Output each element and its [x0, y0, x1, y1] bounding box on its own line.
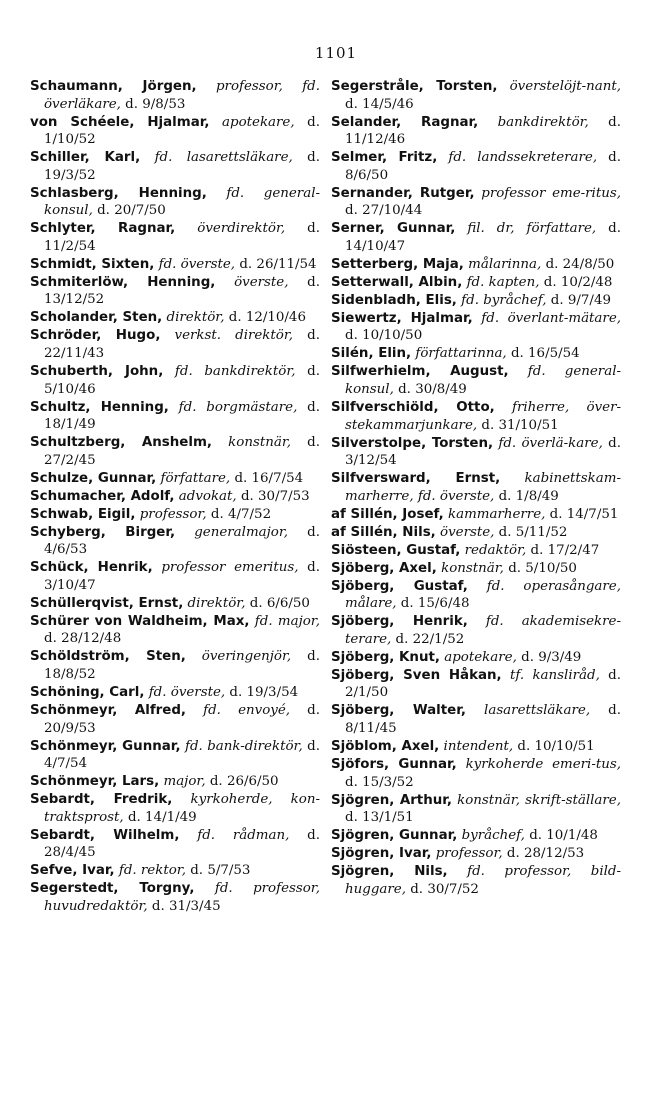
obituary-entry [30, 738, 320, 773]
obituary-entry [331, 310, 621, 345]
entry-name: Silfversward, Ernst, [331, 471, 501, 487]
entry-death-date: d. 1/8/49 [498, 488, 559, 504]
entry-death-date: d. 3/12/54 [345, 435, 622, 469]
obituary-entry [30, 434, 320, 469]
entry-name: Schmidt, Sixten, [30, 256, 155, 272]
obituary-entry [30, 488, 320, 506]
obituary-entry [30, 524, 320, 559]
entry-death-date: d. 10/10/51 [517, 738, 595, 754]
obituary-entry [331, 578, 621, 613]
entry-death-date: d. 24/8/50 [545, 256, 615, 272]
obituary-entry [30, 185, 320, 220]
entry-name: Sernander, Rutger, [331, 185, 475, 201]
entry-death-date: d. 4/7/54 [44, 738, 321, 772]
entry-death-date: d. 5/7/53 [190, 863, 251, 879]
entry-death-date: d. 9/3/49 [521, 649, 582, 665]
entry-title: fd. general-konsul, [345, 364, 621, 397]
entry-title: fil. dr, författare, [467, 221, 597, 237]
obituary-entry [30, 256, 320, 274]
entry-title: lasarettsläkare, [484, 703, 591, 719]
entry-death-date: d. 3/10/47 [44, 560, 320, 593]
obituary-entry [30, 309, 320, 327]
entry-name: Schultzberg, Anshelm, [30, 435, 213, 451]
entry-death-date: d. 14/1/49 [127, 809, 197, 825]
entry-death-date: d. 8/6/50 [345, 150, 622, 183]
entry-title: fd. envoyé, [203, 702, 290, 718]
entry-name: Schumacher, Adolf, [30, 488, 175, 504]
entry-title: fd. byråchef, [461, 292, 547, 308]
entry-death-date: d. 27/2/45 [44, 435, 321, 468]
obituary-entry [30, 149, 320, 184]
entry-death-date: d. 11/2/54 [44, 221, 320, 254]
entry-title: apotekare, [222, 114, 295, 130]
entry-death-date: d. 28/12/53 [506, 846, 585, 862]
entry-title: professor, [435, 846, 503, 862]
obituary-entry [331, 827, 621, 845]
entry-name: Sjöberg, Knut, [331, 649, 440, 665]
entry-name: Schuberth, John, [30, 364, 164, 380]
entry-title: fd. bank-direktör, [184, 738, 303, 754]
entry-death-date: d. 27/10/44 [345, 203, 423, 219]
entry-title: advokat, [178, 488, 237, 504]
entry-death-date: d. 4/6/53 [44, 524, 320, 558]
obituary-entry [30, 274, 320, 309]
entry-death-date: d. 14/10/47 [345, 221, 621, 254]
obituary-entry [331, 506, 621, 524]
entry-name: Silfwerhielm, August, [331, 364, 509, 380]
obituary-entry [30, 506, 320, 524]
obituary-entry [30, 595, 320, 613]
entry-death-date: d. 19/3/52 [44, 150, 320, 183]
entry-death-date: d. 10/1/48 [529, 828, 598, 844]
entry-name: Schück, Henrik, [30, 560, 153, 576]
entry-name: Sebardt, Wilhelm, [30, 827, 180, 843]
entry-death-date: d. 15/3/52 [345, 774, 414, 790]
entry-name: von Schéele, Hjalmar, [30, 114, 210, 130]
entry-name: Silfverschiöld, Otto, [331, 399, 495, 415]
entry-name: Silén, Elin, [331, 346, 412, 362]
entry-title: fd. operasångare, målare, [345, 578, 621, 612]
entry-title: kyrkoherde, kon-traktsprost, [44, 792, 321, 825]
entry-death-date: d. 1/10/52 [44, 114, 320, 148]
obituary-entry [331, 78, 621, 113]
entry-name: Schönmeyr, Gunnar, [30, 738, 181, 754]
entry-death-date: d. 6/6/50 [249, 595, 310, 611]
entry-name: Silverstolpe, Torsten, [331, 435, 494, 451]
entry-name: Segerstråle, Torsten, [331, 79, 498, 94]
entry-name: Schiller, Karl, [30, 150, 141, 166]
entry-name: Sjögren, Gunnar, [331, 828, 458, 844]
entry-death-date: d. 20/9/53 [44, 702, 320, 736]
entry-title: professor, fd. överläkare, [44, 79, 321, 112]
entry-death-date: d. 16/7/54 [234, 470, 304, 486]
entry-death-date: d. 31/10/51 [481, 417, 559, 433]
entry-title: målarinna, [468, 256, 542, 272]
entry-death-date: d. 5/10/50 [508, 560, 577, 576]
entry-name: Sebardt, Fredrik, [30, 792, 173, 808]
entry-name: Schlasberg, Henning, [30, 185, 207, 201]
obituary-entry [331, 435, 621, 470]
entry-name: Schwab, Eigil, [30, 506, 136, 522]
entry-name: Sjöfors, Gunnar, [331, 756, 457, 772]
obituary-entry [30, 114, 320, 149]
obituary-entry [331, 363, 621, 398]
entry-name: Sjöberg, Axel, [331, 560, 437, 576]
entry-name: Selander, Ragnar, [331, 114, 479, 130]
entry-death-date: d. 13/1/51 [345, 810, 414, 826]
obituary-entry [30, 220, 320, 255]
entry-title: fd. borgmästare, [178, 399, 298, 415]
obituary-entry [331, 114, 621, 149]
entry-title: fd. professor, bild-huggare, [345, 864, 622, 897]
entry-title: fd. överlä-kare, [498, 435, 603, 451]
obituary-entry [331, 738, 621, 756]
obituary-entry [331, 292, 621, 310]
obituary-entry [331, 702, 621, 737]
entry-name: Sjögren, Nils, [331, 864, 448, 880]
entry-title: fd. general-konsul, [44, 185, 320, 219]
obituary-entry [30, 363, 320, 398]
obituary-entry [331, 542, 621, 560]
entry-title: major, [163, 774, 206, 790]
entry-title: överstelöjt-nant, [509, 79, 621, 94]
obituary-entry [30, 399, 320, 434]
entry-death-date: d. 10/10/50 [345, 328, 423, 344]
entry-title: professor, [139, 506, 207, 522]
entry-name: Schyberg, Birger, [30, 524, 176, 540]
entry-title: direktör, [187, 595, 246, 611]
entry-name: af Sillén, Josef, [331, 506, 444, 522]
entry-title: författare, [160, 470, 231, 486]
entry-death-date: d. 5/10/46 [44, 364, 321, 397]
entry-death-date: d. 17/2/47 [530, 542, 600, 558]
entry-death-date: d. 15/6/48 [400, 596, 470, 612]
entry-title: fd. överlant-mätare, [481, 310, 622, 326]
entry-name: Sjöberg, Henrik, [331, 614, 468, 630]
entry-death-date: d. 9/8/53 [125, 96, 186, 112]
entry-title: tf. kansliråd, [510, 667, 600, 683]
obituary-entry [30, 827, 320, 862]
obituary-entry [30, 78, 320, 113]
entry-name: Schöldström, Sten, [30, 649, 186, 665]
obituary-entry [331, 649, 621, 667]
entry-title: fd. överste, [158, 256, 236, 272]
entry-title: fd. major, [254, 613, 320, 629]
entry-name: af Sillén, Nils, [331, 524, 436, 540]
entry-title: generalmajor, [194, 524, 289, 540]
entry-title: intendent, [443, 738, 514, 754]
entry-name: Selmer, Fritz, [331, 150, 438, 166]
entry-title: konstnär, skrift-ställare, [457, 792, 621, 808]
entry-death-date: d. 22/1/52 [395, 631, 465, 647]
obituary-entry [331, 274, 621, 292]
entry-death-date: d. 26/11/54 [239, 256, 317, 272]
entry-title: bankdirektör, [497, 114, 589, 130]
entry-title: fd. landssekreterare, [448, 150, 598, 166]
obituary-entry [331, 149, 621, 184]
entry-name: Schüllerqvist, Ernst, [30, 595, 184, 611]
entry-death-date: d. 22/11/43 [44, 328, 320, 362]
obituary-entry [331, 256, 621, 274]
entry-name: Sjöberg, Sven Håkan, [331, 667, 502, 683]
entry-name: Segerstedt, Torgny, [30, 881, 195, 897]
entry-death-date: d. 28/12/48 [44, 631, 122, 647]
entry-death-date: d. 20/7/50 [97, 203, 166, 219]
entry-title: direktör, [166, 310, 225, 326]
entry-name: Siösteen, Gustaf, [331, 542, 461, 558]
obituary-entry [30, 559, 320, 594]
entry-name: Schönmeyr, Alfred, [30, 702, 187, 718]
entry-death-date: d. 30/7/52 [410, 881, 479, 897]
entry-death-date: d. 16/5/54 [510, 346, 580, 362]
entry-death-date: d. 30/7/53 [240, 488, 310, 504]
entry-title: fd. akademisekre-terare, [345, 614, 622, 647]
entry-title: överdirektör, [197, 221, 286, 237]
obituary-entry [30, 791, 320, 826]
page-number: 1101 [314, 44, 358, 62]
entry-name: Sidenbladh, Elis, [331, 292, 457, 308]
obituary-entry [30, 862, 320, 880]
entry-title: fd. kapten, [466, 274, 540, 290]
entry-title: fd. rådman, [197, 827, 290, 843]
entry-name: Serner, Gunnar, [331, 221, 456, 237]
obituary-entry [331, 667, 621, 702]
obituary-entry [30, 880, 320, 915]
entry-name: Schürer von Waldheim, Max, [30, 613, 250, 629]
entry-death-date: d. 19/3/54 [229, 685, 299, 700]
left-column [30, 78, 320, 916]
entry-death-date: d. 10/2/48 [543, 274, 613, 290]
entry-title: överingenjör, [201, 649, 292, 665]
entry-name: Schöning, Carl, [30, 685, 145, 700]
entry-death-date: d. 14/7/51 [549, 506, 619, 522]
entry-name: Schulze, Gunnar, [30, 470, 157, 486]
entry-name: Sjögren, Arthur, [331, 792, 452, 808]
obituary-entry [30, 648, 320, 683]
entry-name: Schlyter, Ragnar, [30, 221, 176, 237]
entry-title: fd. professor, huvudredaktör, [44, 881, 320, 914]
entry-title: författarinna, [415, 346, 507, 362]
entry-death-date: d. 31/3/45 [151, 898, 221, 914]
entry-death-date: d. 12/10/46 [228, 310, 306, 326]
obituary-entry [331, 399, 621, 434]
entry-name: Setterwall, Albin, [331, 274, 463, 290]
obituary-entry [331, 524, 621, 542]
entry-title: fd. rektor, [118, 863, 186, 879]
entry-name: Schultz, Henning, [30, 399, 169, 415]
entry-name: Schmiterlöw, Henning, [30, 274, 216, 290]
obituary-entry [331, 220, 621, 255]
entry-name: Schröder, Hugo, [30, 328, 161, 344]
entry-death-date: d. 4/7/52 [210, 506, 272, 522]
entry-death-date: d. 30/8/49 [398, 382, 467, 397]
entry-name: Siewertz, Hjalmar, [331, 310, 473, 326]
entry-name: Sjöberg, Walter, [331, 703, 466, 719]
obituary-entry [331, 756, 621, 791]
entry-title: kabinettskam-marherre, fd. överste, [345, 471, 621, 504]
obituary-entry [30, 684, 320, 702]
obituary-entry [331, 845, 621, 863]
entry-title: professor eme-ritus, [481, 185, 621, 201]
entry-title: redaktör, [464, 542, 527, 558]
entry-name: Schönmeyr, Lars, [30, 774, 160, 790]
obituary-entry [30, 327, 320, 362]
entry-death-date: d. 5/11/52 [498, 524, 568, 540]
entry-death-date: d. 2/1/50 [345, 667, 622, 701]
entry-death-date: d. 8/11/45 [345, 703, 621, 736]
entry-title: friherre, över-stekammarjunkare, [345, 399, 621, 433]
entry-death-date: d. 11/12/46 [345, 114, 621, 148]
entry-title: verkst. direktör, [174, 328, 294, 344]
entry-name: Sjöberg, Gustaf, [331, 578, 468, 594]
entry-title: konstnär, [441, 560, 504, 576]
entry-name: Schaumann, Jörgen, [30, 79, 197, 94]
entry-death-date: d. 9/7/49 [550, 292, 611, 308]
obituary-entry [331, 470, 621, 505]
entry-title: kammarherre, [447, 506, 546, 522]
entry-title: kyrkoherde emeri-tus, [465, 756, 621, 772]
obituary-entry [30, 470, 320, 488]
entry-title: överste, [440, 524, 495, 540]
right-column [331, 78, 621, 899]
entry-title: konstnär, [228, 435, 292, 451]
obituary-entry [30, 613, 320, 648]
entry-death-date: d. 13/12/52 [44, 274, 320, 308]
entry-title: överste, [234, 274, 289, 290]
entry-name: Sjögren, Ivar, [331, 846, 432, 862]
entry-name: Scholander, Sten, [30, 310, 163, 326]
obituary-entry [331, 185, 621, 220]
entry-death-date: d. 14/5/46 [345, 96, 414, 112]
obituary-entry [331, 345, 621, 363]
obituary-entry [331, 863, 621, 898]
entry-title: fd. bankdirektör, [174, 364, 296, 380]
entry-name: Setterberg, Maja, [331, 256, 464, 272]
entry-title: fd. lasarettsläkare, [154, 150, 293, 166]
obituary-entry [331, 792, 621, 827]
entry-title: professor emeritus, [161, 560, 299, 576]
entry-title: fd. överste, [148, 685, 226, 700]
entry-title: apotekare, [444, 649, 517, 665]
entry-name: Sjöblom, Axel, [331, 738, 440, 754]
entry-death-date: d. 18/1/49 [44, 399, 320, 433]
entry-title: byråchef, [461, 828, 525, 844]
obituary-entry [30, 773, 320, 791]
entry-death-date: d. 28/4/45 [44, 827, 321, 861]
obituary-entry [30, 702, 320, 737]
entry-name: Sefve, Ivar, [30, 863, 115, 879]
obituary-entry [331, 613, 621, 648]
obituary-entry [331, 560, 621, 578]
entry-death-date: d. 26/6/50 [209, 774, 279, 790]
entry-death-date: d. 18/8/52 [44, 649, 320, 683]
